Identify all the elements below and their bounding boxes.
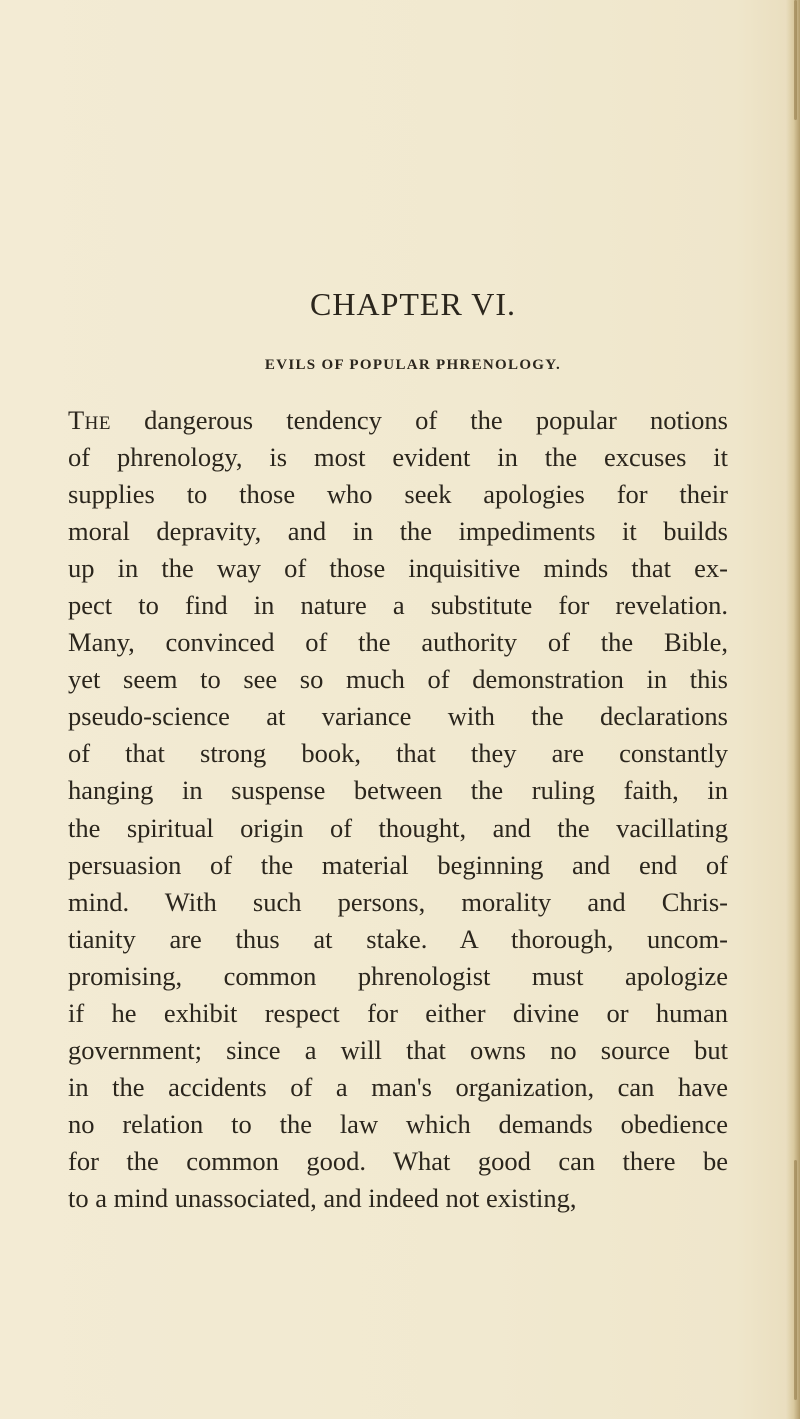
text-line: pseudo-science at variance with the declarations bbox=[68, 701, 728, 732]
chapter-subtitle: EVILS OF POPULAR PHRENOLOGY. bbox=[264, 357, 562, 373]
text-line: Many, convinced of the authority of the Bible, bbox=[68, 627, 728, 658]
text-line: yet seem to see so much of demonstration in this bbox=[68, 664, 728, 695]
edge-mark bbox=[794, 1160, 797, 1400]
page-edge bbox=[786, 0, 800, 1419]
chapter-title: CHAPTER VI. bbox=[310, 286, 516, 322]
text-line: the spiritual origin of thought, and the vacillating bbox=[68, 812, 728, 843]
text-line: of phrenology, is most evident in the excuses it bbox=[68, 442, 728, 473]
text-line: for the common good. What good can there be bbox=[68, 1145, 728, 1176]
first-word: The bbox=[68, 405, 112, 435]
text-line: tianity are thus at stake. A thorough, uncom- bbox=[68, 923, 728, 954]
text-line: to a mind unassociated, and indeed not existing, bbox=[68, 1182, 577, 1213]
body-paragraph bbox=[68, 402, 728, 1217]
text-line: hanging in suspense between the ruling faith, in bbox=[68, 775, 728, 806]
text-line: if he exhibit respect for either divine or human bbox=[68, 997, 728, 1028]
text-line: persuasion of the material beginning and end of bbox=[68, 849, 728, 880]
edge-mark bbox=[794, 0, 797, 120]
text-line: in the accidents of a man's organization, can have bbox=[68, 1071, 728, 1102]
text-line: mind. With such persons, morality and Chris- bbox=[68, 886, 728, 917]
text-line: pect to find in nature a substitute for revelation. bbox=[68, 590, 728, 621]
text-line: government; since a will that owns no source but bbox=[68, 1034, 728, 1065]
text-line: promising, common phrenologist must apologize bbox=[68, 960, 728, 991]
text-line: moral depravity, and in the impediments it builds bbox=[68, 516, 728, 547]
text-line: of that strong book, that they are constantly bbox=[68, 738, 728, 769]
text-line: no relation to the law which demands obedience bbox=[68, 1108, 728, 1139]
text-line-rest: dangerous tendency of the popular notions bbox=[111, 405, 728, 435]
text-block bbox=[68, 280, 728, 1217]
text-line bbox=[68, 402, 728, 439]
text-line: up in the way of those inquisitive minds that ex- bbox=[68, 553, 728, 584]
text-line: supplies to those who seek apologies for their bbox=[68, 479, 728, 510]
